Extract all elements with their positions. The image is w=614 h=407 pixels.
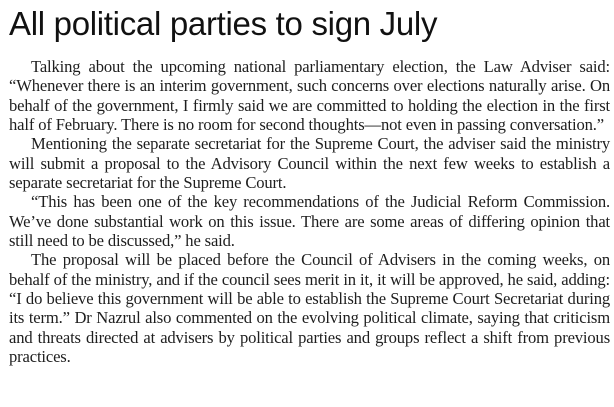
article-paragraph: Talking about the upcoming national parliamentary election, the Law Adviser said: “Whenever there is an interim government, such concerns over elections naturally arise. On behalf of the government, I firmly said we are committed to holding the election in the first half of February. There is no room for second thoughts—not even in passing conversation.” — [9, 57, 610, 135]
article-body — [9, 57, 610, 367]
article-paragraph: Mentioning the separate secretariat for the Supreme Court, the adviser said the ministry will submit a proposal to the Advisory Council within the next few weeks to establish a separate secretariat for the Supreme Court. — [9, 134, 610, 193]
article-headline: All political parties to sign July — [9, 5, 438, 42]
article-paragraph: “This has been one of the key recommendations of the Judicial Reform Commission. We’ve done substantial work on this issue. There are some areas of differing opinion that still need to be discussed,” he said. — [9, 192, 610, 251]
article-paragraph: The proposal will be placed before the Council of Advisers in the coming weeks, on behalf of the ministry, and if the council sees merit in it, it will be approved, he said, adding: “I do believe this government will be able to establish the Supreme Court Secretariat during its term.” Dr Nazrul also commented on the evolving political climate, saying that criticism and threats directed at advisers by political parties and groups reflect a shift from previous practices. — [9, 250, 610, 367]
